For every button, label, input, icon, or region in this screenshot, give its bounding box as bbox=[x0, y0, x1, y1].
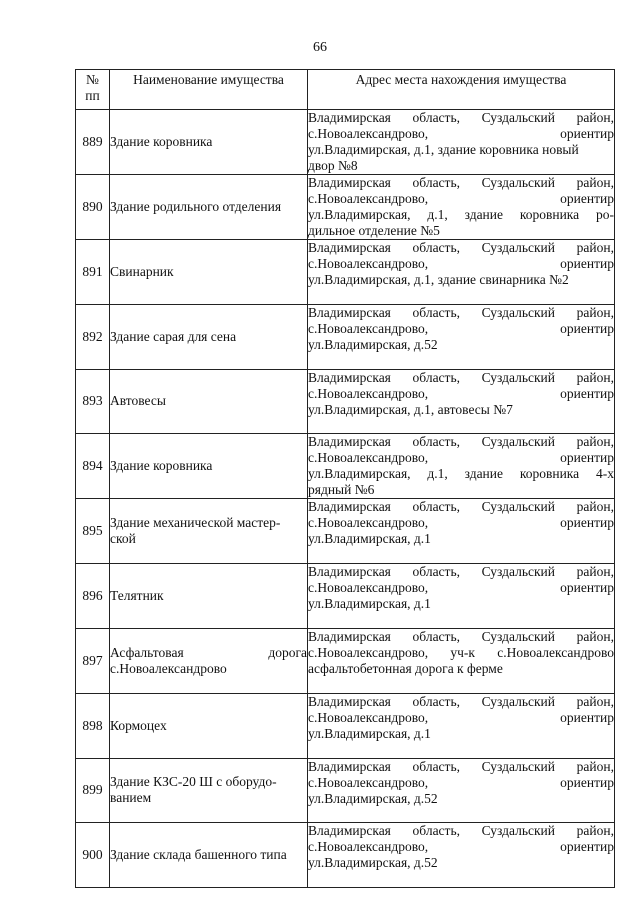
address-line bbox=[308, 531, 614, 547]
address-word: рядный №6 bbox=[308, 482, 375, 498]
address-word: ориентир bbox=[560, 256, 614, 271]
row-number: 900 bbox=[76, 823, 110, 888]
address-word: район, bbox=[576, 434, 614, 450]
address-word: уч-к bbox=[450, 644, 475, 660]
address-word: ориентир bbox=[560, 839, 614, 855]
address-word: ул.Владимирская, д.1, здание свинарника №2 bbox=[308, 272, 569, 287]
address-line bbox=[308, 256, 614, 272]
address-word: ул.Владимирская, bbox=[308, 207, 411, 222]
address-word: Владимирская bbox=[308, 499, 391, 515]
property-name-line: Здание коровника bbox=[110, 458, 213, 474]
property-name bbox=[110, 628, 308, 693]
row-number: 898 bbox=[76, 693, 110, 758]
address-word: Владимирская bbox=[308, 693, 391, 709]
address-word: район, bbox=[576, 110, 614, 125]
address-word: ул.Владимирская, д.1, автовесы №7 bbox=[308, 401, 513, 417]
address-word: район, bbox=[576, 499, 614, 515]
address-word: с.Новоалександрово, bbox=[308, 256, 429, 271]
property-name-line bbox=[110, 645, 307, 661]
address-word: здание bbox=[464, 207, 503, 222]
property-name-line: Здание родильного отделения bbox=[110, 199, 282, 214]
property-name bbox=[110, 110, 308, 175]
property-address bbox=[308, 240, 615, 305]
address-word: Суздальский bbox=[481, 434, 556, 450]
property-address bbox=[308, 304, 615, 369]
address-word: Владимирская bbox=[308, 823, 391, 839]
address-line bbox=[308, 515, 614, 531]
property-name bbox=[110, 240, 308, 305]
property-name bbox=[110, 175, 308, 240]
row-number: 896 bbox=[76, 564, 110, 629]
property-table bbox=[75, 69, 615, 888]
address-line bbox=[308, 839, 614, 855]
property-name-line: Кормоцех bbox=[110, 717, 167, 733]
address-word: ориентир bbox=[560, 450, 614, 466]
property-name-line: ванием bbox=[110, 790, 152, 806]
address-word: ориентир bbox=[560, 320, 614, 336]
address-word: ул.Владимирская, bbox=[308, 466, 411, 482]
row-number: 892 bbox=[76, 304, 110, 369]
property-address bbox=[308, 758, 615, 823]
address-word: ро- bbox=[595, 207, 614, 222]
address-word: ориентир bbox=[560, 385, 614, 401]
address-word: д.1, bbox=[427, 207, 448, 222]
address-word: Суздальский bbox=[481, 758, 556, 774]
row-number: 893 bbox=[76, 369, 110, 434]
address-word: коровника bbox=[519, 207, 580, 222]
address-word: ул.Владимирская, д.1 bbox=[308, 531, 431, 547]
address-word: Суздальский bbox=[481, 240, 556, 255]
address-word: Владимирская bbox=[308, 434, 391, 450]
row-number: 895 bbox=[76, 499, 110, 564]
address-word: район, bbox=[576, 369, 614, 385]
property-name-line: Здание коровника bbox=[110, 134, 213, 149]
address-word: ориентир bbox=[560, 580, 614, 596]
property-name-line: Свинарник bbox=[110, 263, 174, 279]
address-word: район, bbox=[576, 628, 614, 644]
address-line bbox=[308, 370, 614, 386]
row-number: 899 bbox=[76, 758, 110, 823]
property-name-line: Автовесы bbox=[110, 393, 166, 409]
property-name bbox=[110, 369, 308, 434]
address-line bbox=[308, 694, 614, 710]
address-word: ул.Владимирская, д.52 bbox=[308, 336, 438, 352]
address-line bbox=[308, 726, 614, 742]
address-word: Владимирская bbox=[308, 240, 391, 255]
address-line bbox=[308, 775, 614, 791]
address-word: Суздальский bbox=[481, 175, 556, 190]
address-line bbox=[308, 759, 614, 775]
header-name: Наименование имущества bbox=[110, 70, 308, 110]
address-line bbox=[308, 710, 614, 726]
address-word: двор №8 bbox=[308, 158, 358, 173]
address-word: с.Новоалександрово, bbox=[308, 126, 429, 141]
address-word: Суздальский bbox=[481, 369, 556, 385]
property-name-line: Здание склада башенного типа bbox=[110, 847, 287, 863]
address-word: коровника bbox=[519, 466, 580, 482]
property-name-line: с.Новоалександрово bbox=[110, 660, 227, 676]
address-word: с.Новоалександрово, bbox=[308, 515, 429, 531]
header-number bbox=[76, 70, 110, 110]
address-word: Суздальский bbox=[481, 304, 556, 320]
address-word: с.Новоалександрово bbox=[497, 644, 614, 660]
address-line bbox=[308, 855, 614, 871]
address-word: с.Новоалександрово, bbox=[308, 320, 429, 336]
property-name bbox=[110, 304, 308, 369]
address-word: Суздальский bbox=[481, 823, 556, 839]
address-word: дильное отделение №5 bbox=[308, 223, 440, 238]
table-row bbox=[76, 499, 615, 564]
address-word: с.Новоалександрово, bbox=[308, 644, 429, 660]
address-word: Владимирская bbox=[308, 564, 391, 580]
address-word: область, bbox=[412, 304, 460, 320]
address-word: район, bbox=[576, 175, 614, 190]
table-header-row bbox=[76, 70, 615, 110]
address-word: Владимирская bbox=[308, 175, 391, 190]
row-number: 897 bbox=[76, 628, 110, 693]
address-line bbox=[308, 629, 614, 645]
address-line bbox=[308, 823, 614, 839]
table-row bbox=[76, 823, 615, 888]
property-name bbox=[110, 693, 308, 758]
address-line bbox=[308, 580, 614, 596]
address-line bbox=[308, 321, 614, 337]
property-name-line: Здание механической мастер- bbox=[110, 515, 281, 531]
table-row bbox=[76, 693, 615, 758]
address-word: область, bbox=[412, 110, 460, 125]
address-line bbox=[308, 791, 614, 807]
property-address bbox=[308, 369, 615, 434]
property-name bbox=[110, 823, 308, 888]
property-name bbox=[110, 499, 308, 564]
address-word: ориентир bbox=[560, 515, 614, 531]
address-line bbox=[308, 207, 614, 223]
row-number: 890 bbox=[76, 175, 110, 240]
address-line bbox=[308, 402, 614, 418]
address-line bbox=[308, 175, 614, 191]
address-line bbox=[308, 450, 614, 466]
property-address bbox=[308, 823, 615, 888]
address-word: район, bbox=[576, 823, 614, 839]
property-name-line: ской bbox=[110, 531, 136, 547]
property-address bbox=[308, 434, 615, 499]
address-word: Суздальский bbox=[481, 693, 556, 709]
table-row bbox=[76, 110, 615, 175]
address-word: ориентир bbox=[560, 126, 614, 141]
row-number: 889 bbox=[76, 110, 110, 175]
address-word: область, bbox=[412, 175, 460, 190]
table-row bbox=[76, 628, 615, 693]
address-word: ул.Владимирская, д.52 bbox=[308, 790, 438, 806]
address-word: область, bbox=[412, 434, 460, 450]
address-line bbox=[308, 466, 614, 482]
header-number-line: пп bbox=[85, 88, 100, 103]
property-name bbox=[110, 564, 308, 629]
table-row bbox=[76, 758, 615, 823]
address-word: ориентир bbox=[560, 774, 614, 790]
property-address bbox=[308, 499, 615, 564]
table-row bbox=[76, 434, 615, 499]
property-address bbox=[308, 693, 615, 758]
property-address bbox=[308, 564, 615, 629]
address-line bbox=[308, 191, 614, 207]
row-number: 891 bbox=[76, 240, 110, 305]
header-number-line: № bbox=[86, 72, 99, 87]
address-word: область, bbox=[412, 369, 460, 385]
address-word: с.Новоалександрово, bbox=[308, 450, 429, 466]
address-word: район, bbox=[576, 693, 614, 709]
address-word: область, bbox=[412, 758, 460, 774]
address-word: область, bbox=[412, 499, 460, 515]
address-line bbox=[308, 272, 614, 288]
address-line bbox=[308, 386, 614, 402]
address-word: Владимирская bbox=[308, 304, 391, 320]
table-row bbox=[76, 369, 615, 434]
property-name-line: Здание сарая для сена bbox=[110, 328, 237, 344]
address-line bbox=[308, 645, 614, 661]
address-line bbox=[308, 499, 614, 515]
table-row bbox=[76, 240, 615, 305]
property-name bbox=[110, 758, 308, 823]
address-word: ул.Владимирская, д.1, здание коровника новый bbox=[308, 142, 579, 157]
property-name-line: Здание КЗС-20 Ш с оборудо- bbox=[110, 774, 277, 790]
page-number: 66 bbox=[313, 40, 327, 55]
address-word: область, bbox=[412, 240, 460, 255]
address-word: Суздальский bbox=[481, 499, 556, 515]
address-word: 4-х bbox=[595, 466, 614, 482]
address-line bbox=[308, 142, 614, 158]
address-word: область, bbox=[412, 823, 460, 839]
address-word: Владимирская bbox=[308, 758, 391, 774]
address-word: асфальтобетонная дорога к ферме bbox=[308, 660, 503, 676]
table-row bbox=[76, 564, 615, 629]
address-line bbox=[308, 596, 614, 612]
address-line bbox=[308, 223, 614, 239]
property-name-word: Асфальтовая bbox=[110, 644, 184, 660]
address-line bbox=[308, 158, 614, 174]
address-word: Владимирская bbox=[308, 110, 391, 125]
address-word: с.Новоалександрово, bbox=[308, 709, 429, 725]
address-line bbox=[308, 305, 614, 321]
address-line bbox=[308, 110, 614, 126]
property-address bbox=[308, 175, 615, 240]
address-word: ул.Владимирская, д.1 bbox=[308, 725, 431, 741]
address-word: здание bbox=[464, 466, 503, 482]
property-address bbox=[308, 110, 615, 175]
address-word: ориентир bbox=[560, 709, 614, 725]
property-address bbox=[308, 628, 615, 693]
address-word: с.Новоалександрово, bbox=[308, 385, 429, 401]
address-word: Суздальский bbox=[481, 110, 556, 125]
header-address: Адрес места нахождения имущества bbox=[308, 70, 615, 110]
address-line bbox=[308, 564, 614, 580]
address-line bbox=[308, 240, 614, 256]
address-word: район, bbox=[576, 758, 614, 774]
row-number: 894 bbox=[76, 434, 110, 499]
address-word: район, bbox=[576, 240, 614, 255]
address-word: Владимирская bbox=[308, 628, 391, 644]
address-word: район, bbox=[576, 564, 614, 580]
address-word: область, bbox=[412, 693, 460, 709]
property-name-word: дорога bbox=[268, 644, 307, 660]
address-line bbox=[308, 126, 614, 142]
table-row bbox=[76, 175, 615, 240]
address-line bbox=[308, 482, 614, 498]
address-word: д.1, bbox=[427, 466, 448, 482]
address-word: ул.Владимирская, д.52 bbox=[308, 855, 438, 871]
address-line bbox=[308, 661, 614, 677]
address-word: Владимирская bbox=[308, 369, 391, 385]
address-word: с.Новоалександрово, bbox=[308, 774, 429, 790]
property-name-line: Телятник bbox=[110, 588, 164, 604]
address-word: с.Новоалександрово, bbox=[308, 580, 429, 596]
address-line bbox=[308, 434, 614, 450]
address-word: область, bbox=[412, 628, 460, 644]
address-word: ориентир bbox=[560, 191, 614, 206]
address-word: с.Новоалександрово, bbox=[308, 191, 429, 206]
address-word: с.Новоалександрово, bbox=[308, 839, 429, 855]
table-body bbox=[76, 110, 615, 888]
address-word: район, bbox=[576, 304, 614, 320]
address-word: область, bbox=[412, 564, 460, 580]
table-row bbox=[76, 304, 615, 369]
address-line bbox=[308, 337, 614, 353]
address-word: ул.Владимирская, д.1 bbox=[308, 596, 431, 612]
address-word: Суздальский bbox=[481, 628, 556, 644]
property-name bbox=[110, 434, 308, 499]
address-word: Суздальский bbox=[481, 564, 556, 580]
